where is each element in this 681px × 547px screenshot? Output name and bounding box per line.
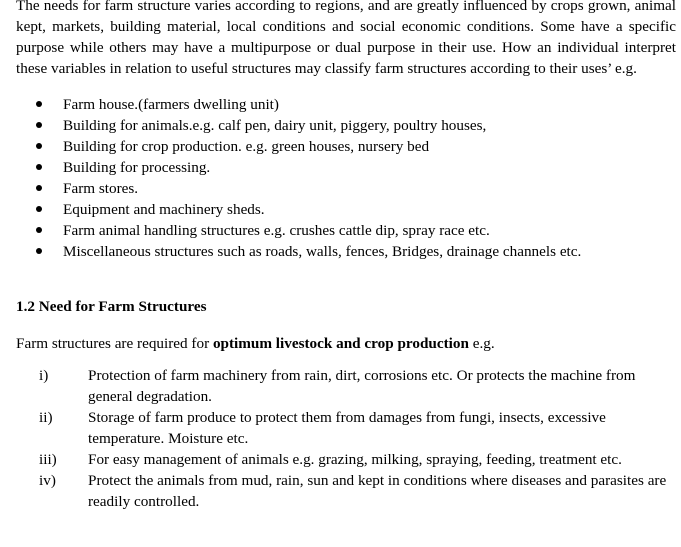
list-item-text: Building for animals.e.g. calf pen, dairy unit, piggery, poultry houses,: [63, 117, 487, 134]
list-item-text: Farm house.(farmers dwelling unit): [63, 96, 279, 113]
section-intro-bold: optimum livestock and crop production: [212, 335, 469, 352]
numbered-item-marker: ii): [39, 409, 53, 426]
list-item: [16, 94, 676, 115]
numbered-item-text: Protection of farm machinery from rain, dirt, corrosions etc. Or protects the machine from general degradation.: [88, 367, 636, 405]
section-intro-before: Farm structures are required for: [16, 335, 213, 352]
list-item: [16, 199, 676, 220]
farm-structure-types-list: [16, 94, 676, 262]
numbered-item: [16, 365, 676, 407]
bullet-icon: [36, 122, 42, 128]
bullet-icon: [36, 101, 42, 107]
section-heading: 1.2 Need for Farm Structures: [16, 298, 207, 315]
numbered-item-text: Protect the animals from mud, rain, sun and kept in conditions where diseases and parasites are readily controlled.: [88, 472, 667, 510]
list-item-text: Building for crop production. e.g. green houses, nursery bed: [63, 138, 430, 155]
numbered-item: [16, 449, 676, 470]
list-item: [16, 241, 676, 262]
numbered-item-text: For easy management of animals e.g. grazing, milking, spraying, feeding, treatment etc.: [88, 451, 622, 468]
list-item: [16, 178, 676, 199]
numbered-item-marker: iv): [39, 472, 56, 489]
list-item: [16, 157, 676, 178]
section-intro: [16, 333, 676, 354]
list-item-text: Farm animal handling structures e.g. crushes cattle dip, spray race etc.: [63, 222, 490, 239]
numbered-item-marker: iii): [39, 451, 57, 468]
list-item-text: Building for processing.: [63, 159, 211, 176]
intro-paragraph: The needs for farm structure varies according to regions, and are greatly influenced by crops grown, animal kept, markets, building material, local conditions and social economic conditions. Some have a specific purpose while others may have a multipurpose or dual purpose in their use. How an individual interpret these variables in relation to useful structures may classify farm structures according to their uses’ e.g.: [16, 0, 676, 77]
numbered-item: [16, 470, 676, 512]
list-item-text: Miscellaneous structures such as roads, walls, fences, Bridges, drainage channels etc.: [63, 243, 582, 260]
list-item-text: Farm stores.: [63, 180, 139, 197]
bullet-icon: [36, 143, 42, 149]
list-item: [16, 220, 676, 241]
list-item: [16, 115, 676, 136]
bullet-icon: [36, 206, 42, 212]
section-intro-after: e.g.: [468, 335, 495, 352]
bullet-icon: [36, 227, 42, 233]
numbered-item-marker: i): [39, 367, 49, 384]
list-item-text: Equipment and machinery sheds.: [63, 201, 265, 218]
bullet-icon: [36, 248, 42, 254]
numbered-item-text: Storage of farm produce to protect them from damages from fungi, insects, excessive temperature. Moisture etc.: [88, 409, 606, 447]
list-item: [16, 136, 676, 157]
needs-numbered-list: [16, 365, 676, 512]
bullet-icon: [36, 164, 42, 170]
bullet-icon: [36, 185, 42, 191]
numbered-item: [16, 407, 676, 449]
document-page: [16, 0, 676, 512]
